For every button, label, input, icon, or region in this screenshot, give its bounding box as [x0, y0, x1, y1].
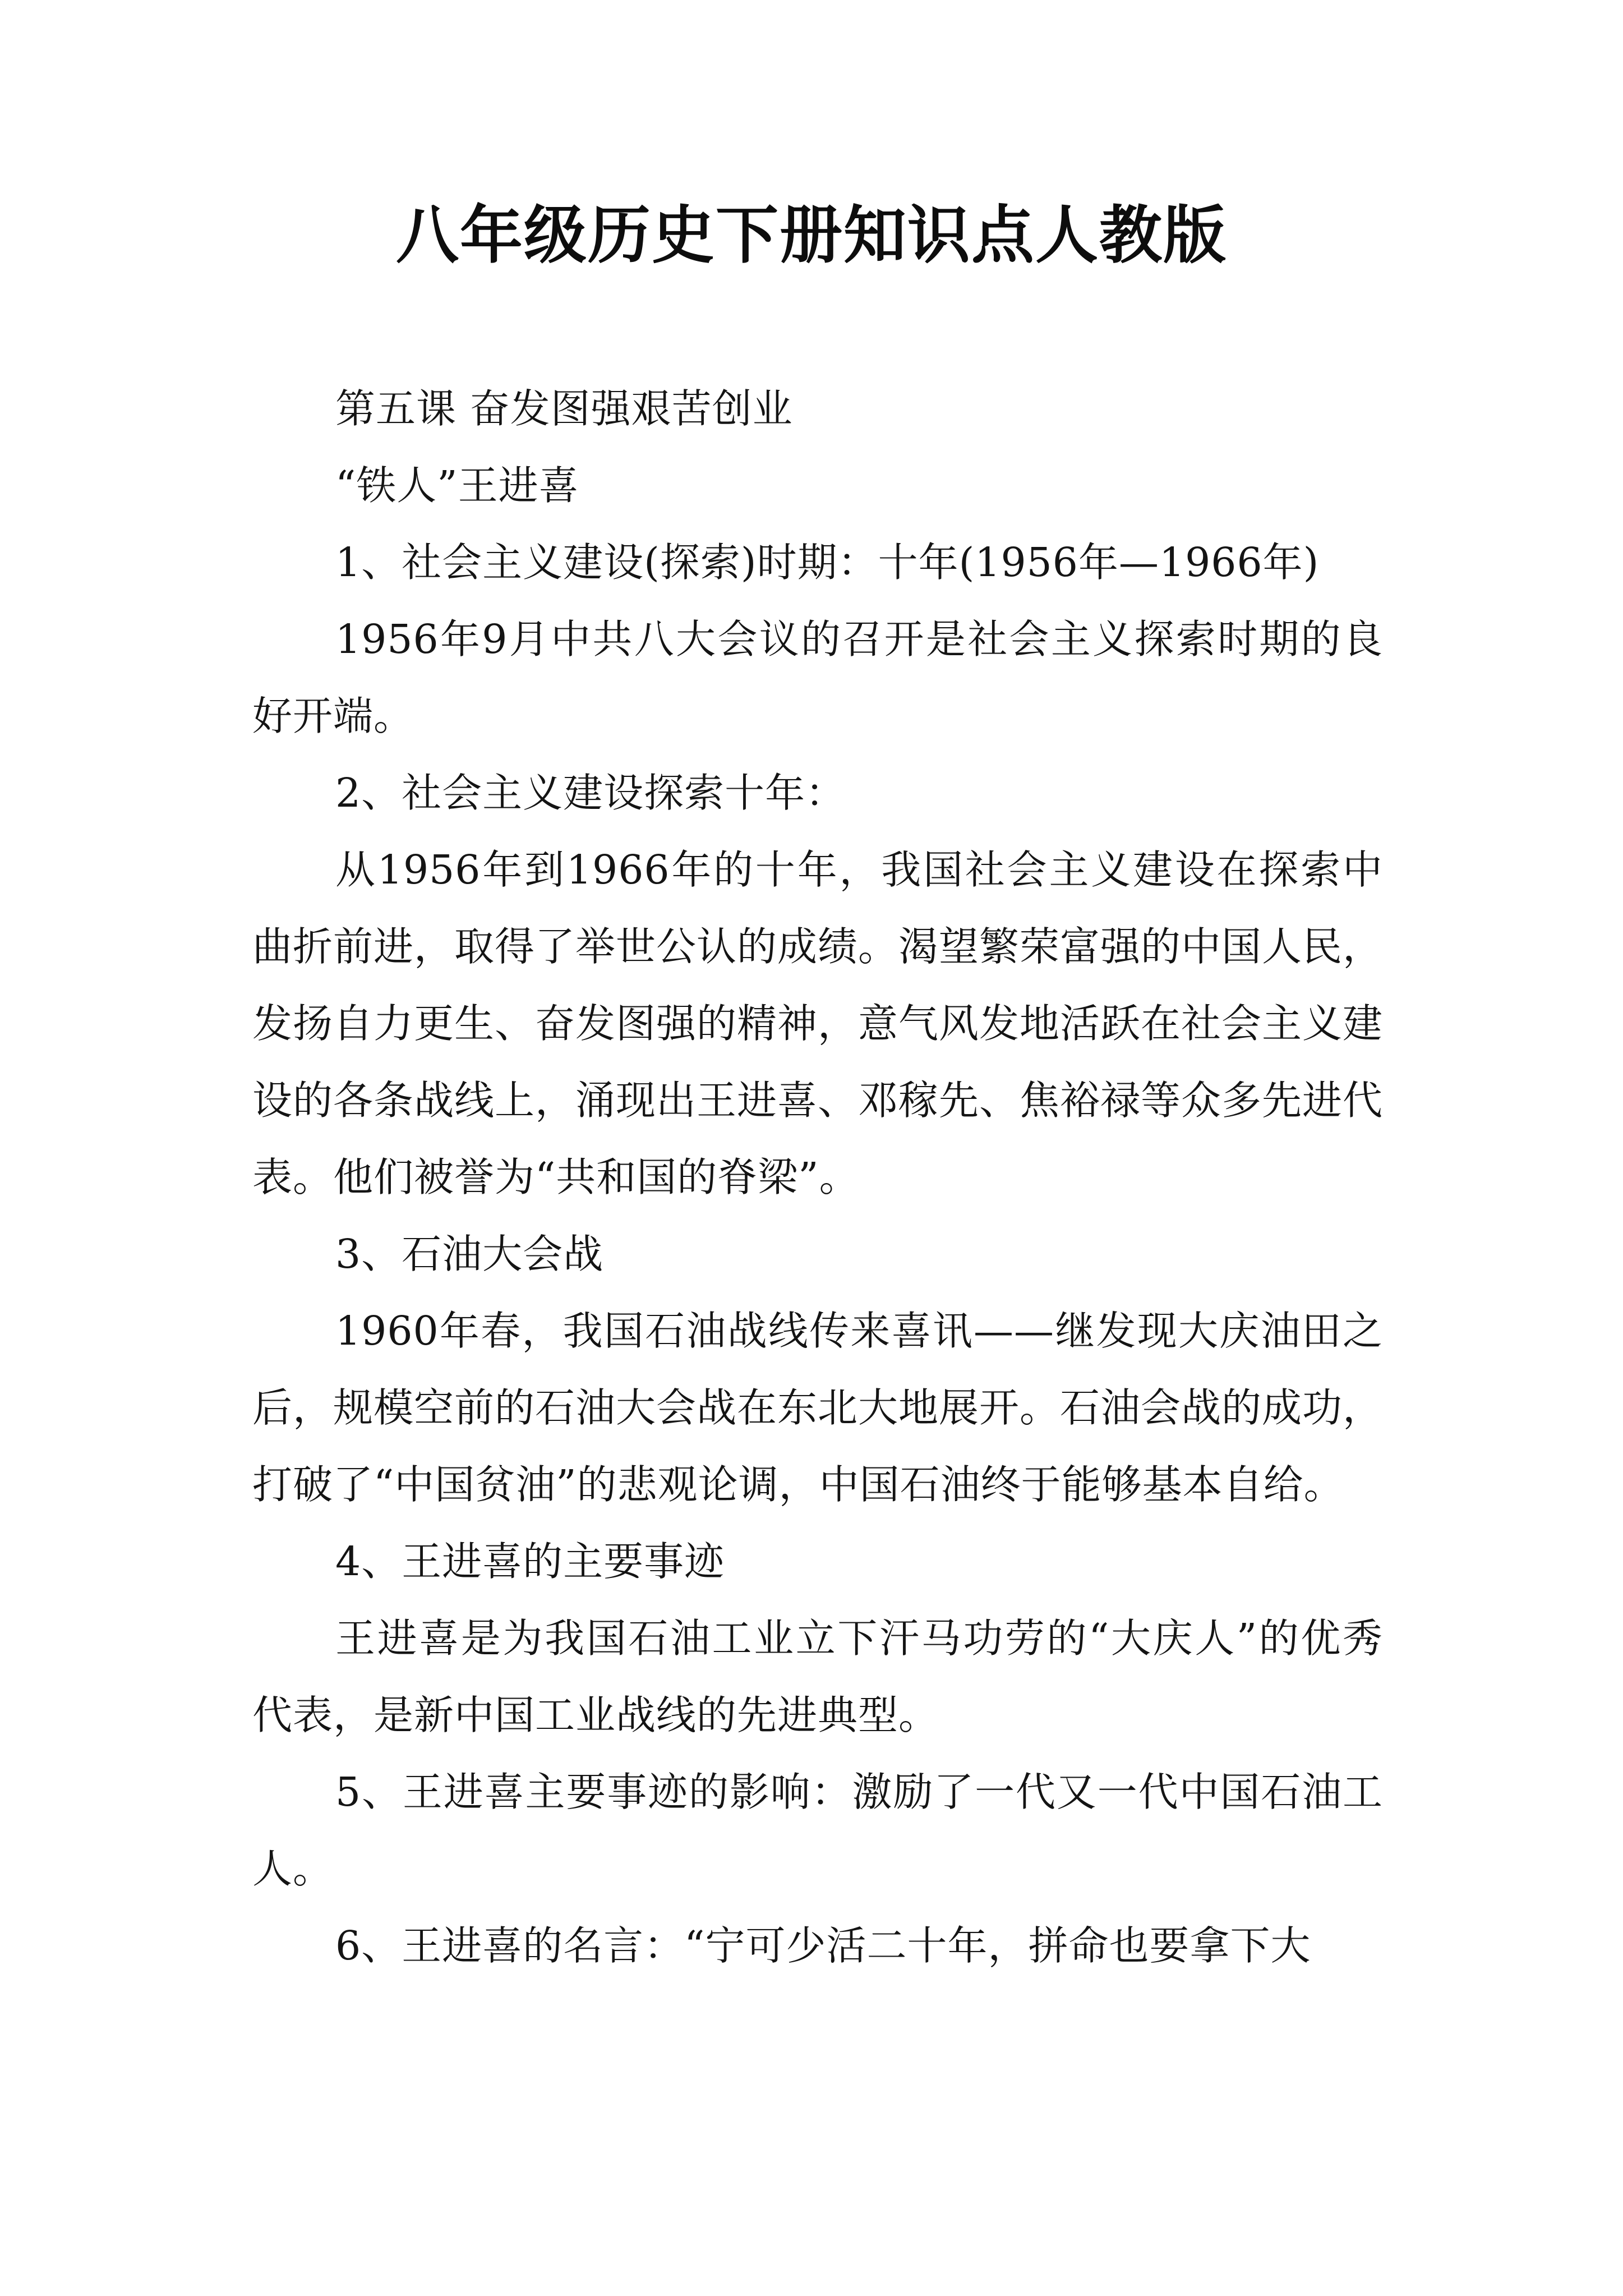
section-subtitle: “铁人”王进喜	[335, 462, 579, 509]
document-title: 八年级历史下册知识点人教版	[396, 199, 1227, 272]
point-4: 4、王进喜的主要事迹	[335, 1538, 725, 1585]
document-body	[252, 370, 1383, 1984]
point-6: 6、王进喜的名言：“宁可少活二十年，拼命也要拿下大	[335, 1922, 1311, 1969]
lesson-heading: 第五课 奋发图强艰苦创业	[335, 385, 793, 432]
point-1-detail: 1956年9月中共八大会议的召开是社会主义探索时期的良好开端。	[252, 616, 1383, 739]
point-3: 3、石油大会战	[335, 1231, 604, 1277]
point-4-detail: 王进喜是为我国石油工业立下汗马功劳的“大庆人”的优秀代表，是新中国工业战线的先进典型。	[252, 1615, 1383, 1738]
point-1: 1、社会主义建设(探索)时期：十年(1956年—1966年)	[335, 539, 1320, 586]
point-2-detail: 从1956年到1966年的十年，我国社会主义建设在探索中曲折前进，取得了举世公认的成绩。渴望繁荣富强的中国人民，发扬自力更生、奋发图强的精神，意气风发地活跃在社会主义建设的各条战线上，涌现出王进喜、邓稼先、焦裕禄等众多先进代表。他们被誉为“共和国的脊梁”。	[252, 846, 1384, 1200]
point-5: 5、王进喜主要事迹的影响：激励了一代又一代中国石油工人。	[252, 1769, 1383, 1892]
point-3-detail: 1960年春，我国石油战线传来喜讯——继发现大庆油田之后，规模空前的石油大会战在东北大地展开。石油会战的成功，打破了“中国贫油”的悲观论调，中国石油终于能够基本自给。	[252, 1308, 1384, 1508]
point-2: 2、社会主义建设探索十年：	[335, 770, 846, 816]
